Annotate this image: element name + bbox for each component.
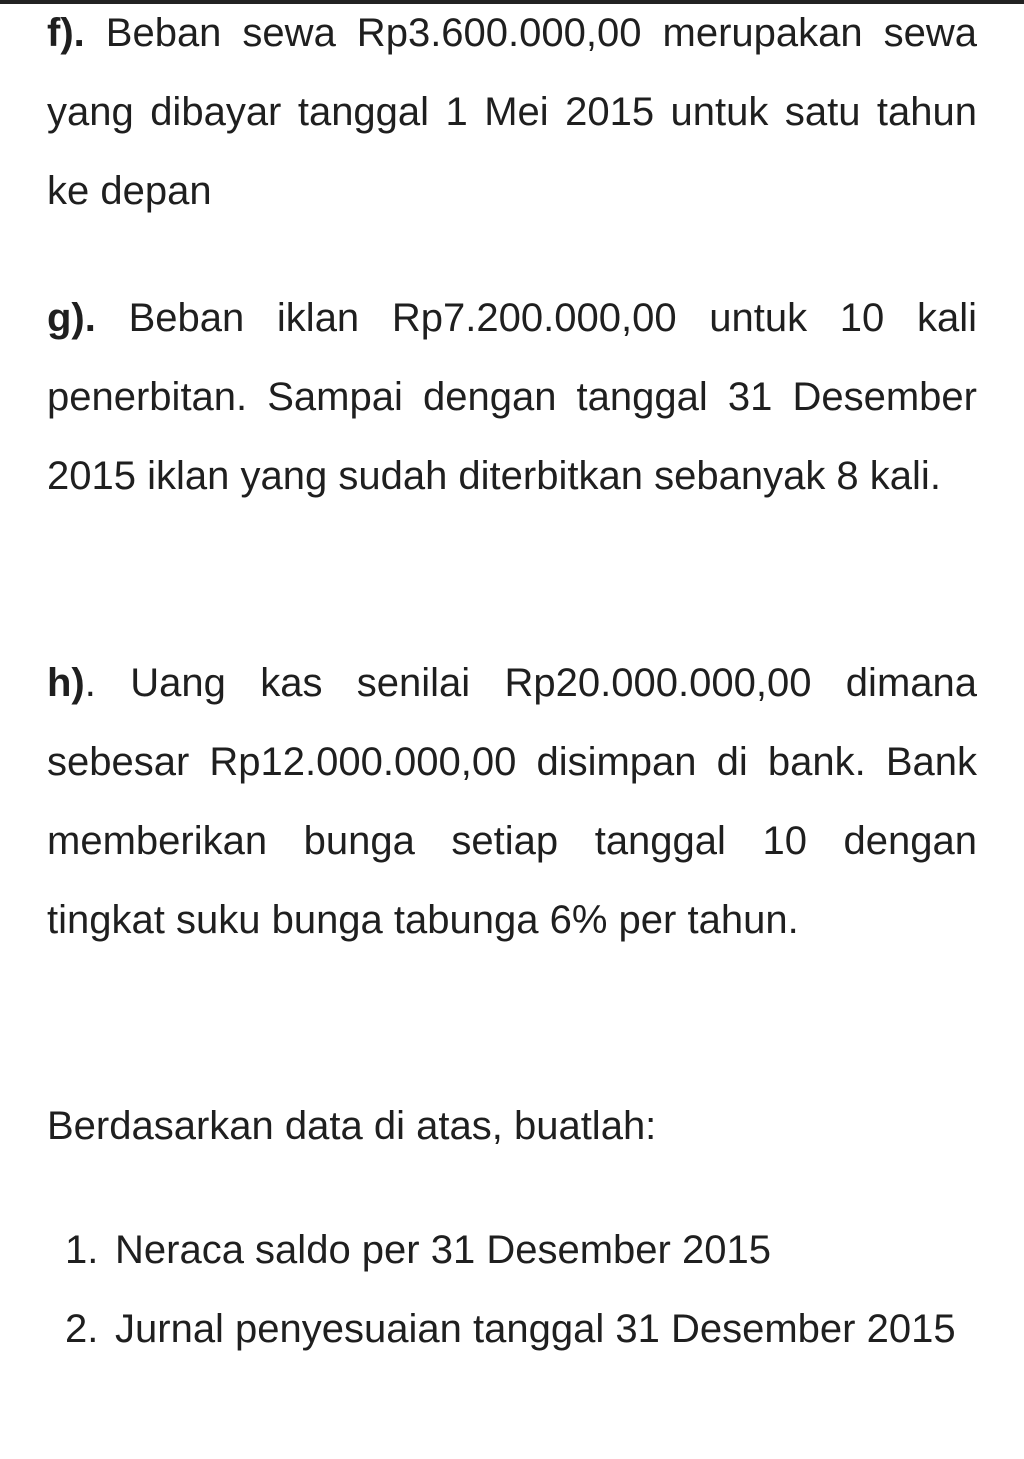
paragraph-f-marker: f). bbox=[47, 11, 85, 55]
task-item bbox=[47, 1290, 977, 1369]
paragraph-h bbox=[47, 644, 977, 960]
task-text: Neraca saldo per 31 Desember 2015 bbox=[115, 1228, 771, 1272]
paragraph-h-marker: h) bbox=[47, 661, 85, 705]
task-number: 2. bbox=[65, 1307, 99, 1351]
paragraph-g-marker: g). bbox=[47, 296, 96, 340]
paragraph-h-text: . Uang kas senilai Rp20.000.000,00 dimana sebesar Rp12.000.000,00 disimpan di bank. Bank memberikan bunga setiap tanggal 10 dengan tingkat suku bunga tabunga 6% per tahun. bbox=[47, 661, 977, 942]
paragraph-g bbox=[47, 279, 977, 516]
task-item bbox=[47, 1211, 977, 1290]
task-text: Jurnal penyesuaian tanggal 31 Desember 2015 bbox=[115, 1307, 956, 1351]
task-list bbox=[47, 1211, 977, 1369]
task-number: 1. bbox=[65, 1228, 99, 1272]
instruction-text: Berdasarkan data di atas, buatlah: bbox=[47, 1104, 657, 1148]
paragraph-g-text: Beban iklan Rp7.200.000,00 untuk 10 kali penerbitan. Sampai dengan tanggal 31 Desember 2015 iklan yang sudah diterbitkan sebanyak 8 kali. bbox=[47, 296, 977, 498]
paragraph-f bbox=[47, 0, 977, 231]
paragraph-f-text: Beban sewa Rp3.600.000,00 merupakan sewa yang dibayar tanggal 1 Mei 2015 untuk satu tahun ke depan bbox=[47, 11, 977, 213]
